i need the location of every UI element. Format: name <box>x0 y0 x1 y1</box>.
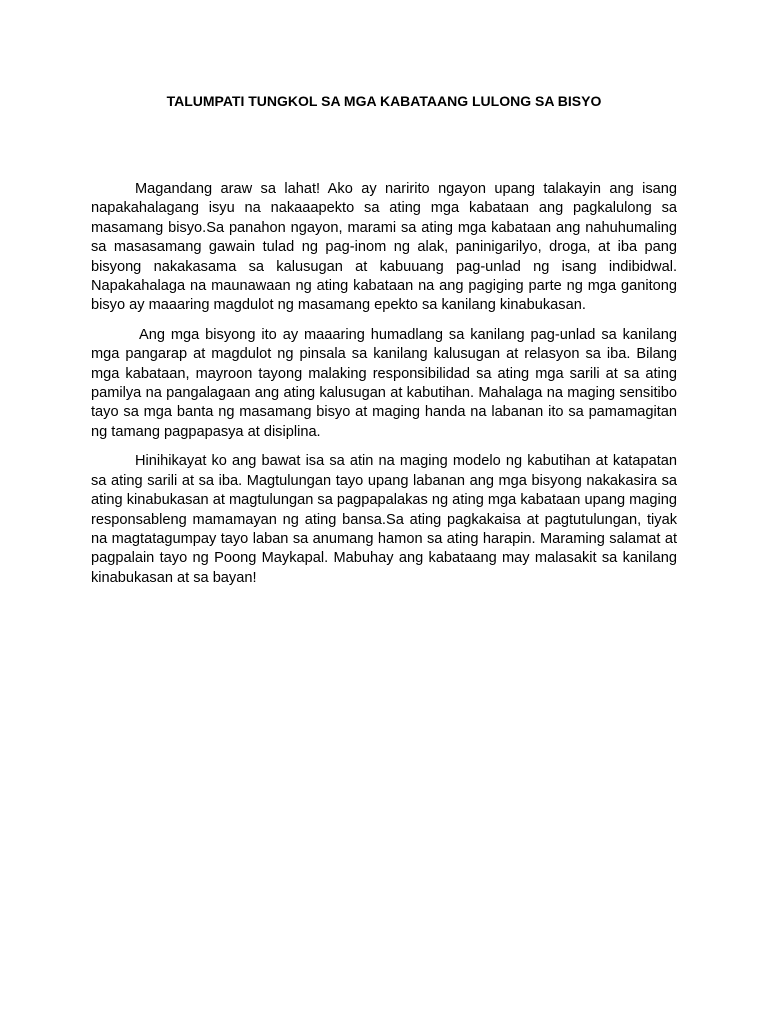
paragraph-1: Magandang araw sa lahat! Ako ay naririto ngayon upang talakayin ang isang napakahalagang isyu na nakaaapekto sa ating mga kabataan ang pagkalulong sa masamang bisyo.Sa panahon ngayon, marami sa ating mga kabataan ang nahuhumaling sa masasamang gawain tulad ng pag-inom ng alak, paninigarilyo, droga, at iba pang bisyong nakakasama sa kalusugan at kabuuang pag-unlad ng isang indibidwal. Napakahalaga na maunawaan ng ating kabataan na ang pagiging parte ng mga ganitong bisyo ay maaaring magdulot ng masamang epekto sa kanilang kinabukasan. <box>91 181 677 314</box>
document-title: TALUMPATI TUNGKOL SA MGA KABATAANG LULONG SA BISYO <box>166 93 602 109</box>
paragraph-3: Hinihikayat ko ang bawat isa sa atin na maging modelo ng kabutihan at katapatan sa ating sarili at sa iba. Magtulungan tayo upang labanan ang mga bisyong nakakasira sa ating kinabukasan at magtulungan sa pagpapalakas ng ating mga kabataan upang maging responsableng mamamayan ng ating bansa.Sa ating pagkakaisa at pagtutulungan, tiyak na magtatagumpay tayo laban sa anumang hamon sa ating harapin. Maraming salamat at pagpalain tayo ng Poong Maykapal. Mabuhay ang kabataang may malasakit sa kanilang kinabukasan at sa bayan! <box>91 453 677 586</box>
paragraph-2: Ang mga bisyong ito ay maaaring humadlang sa kanilang pag-unlad sa kanilang mga pangarap at magdulot ng pinsala sa kanilang kalusugan at relasyon sa iba. Bilang mga kabataan, mayroon tayong malaking responsibilidad sa ating mga sarili at sa ating pamilya na pangalagaan ang ating kalusugan at kabutihan. Mahalaga na maging sensitibo tayo sa mga banta ng masamang bisyo at maging handa na labanan ito sa pamamagitan ng tamang pagpapasya at disiplina. <box>91 326 677 440</box>
document-body <box>91 180 677 598</box>
